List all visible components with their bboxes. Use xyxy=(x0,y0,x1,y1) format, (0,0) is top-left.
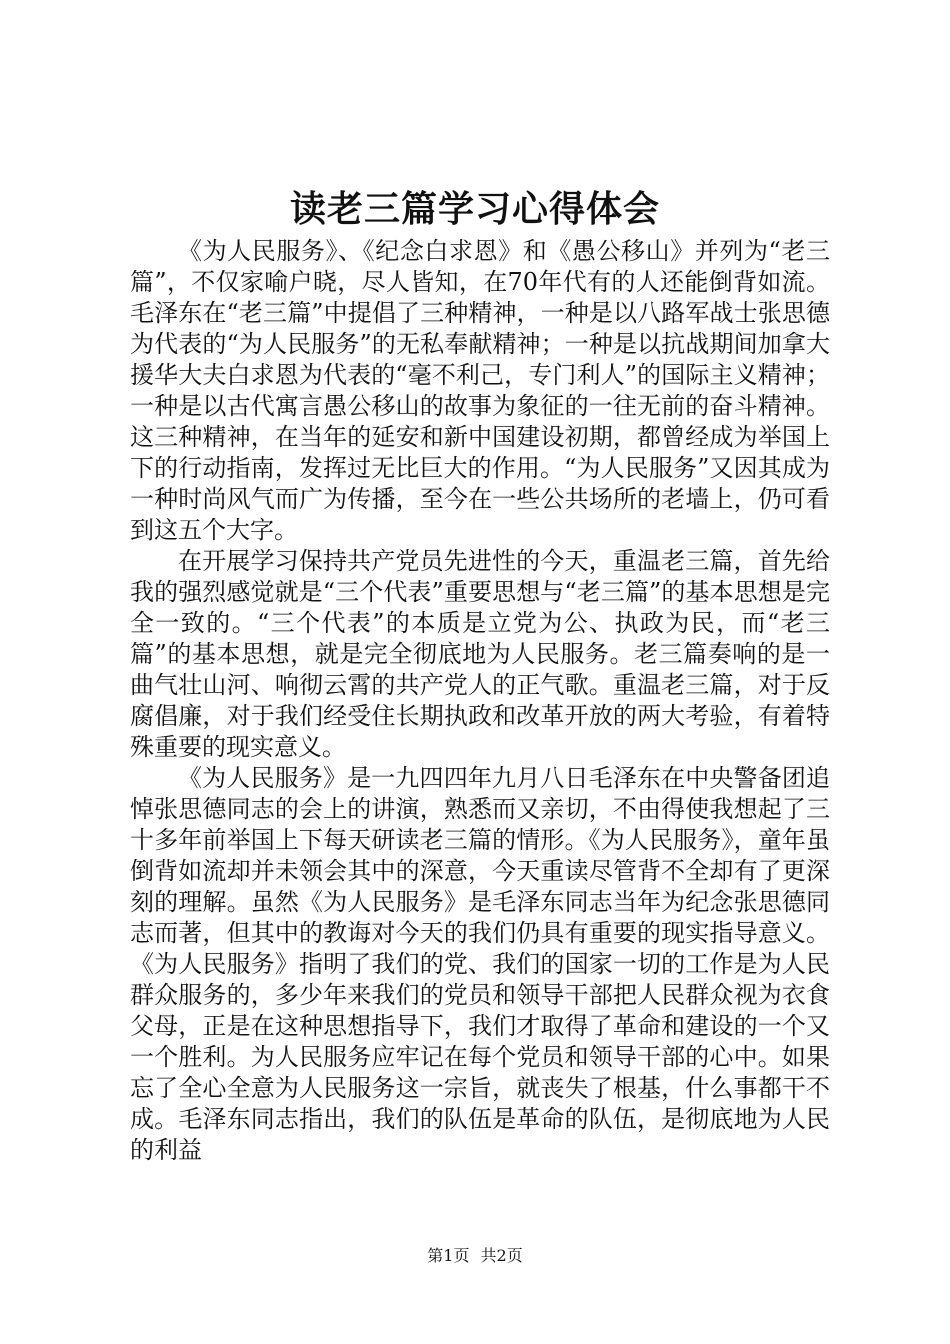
paragraph-3: 《为人民服务》是一九四四年九月八日毛泽东在中央警备团追悼张思德同志的会上的讲演，熟悉而又亲切，不由得使我想起了三十多年前举国上下每天研读老三篇的情形。《为人民服务》，童年虽倒背如流却并未领会其中的深意，今天重读尽管背不全却有了更深刻的理解。虽然《为人民服务》是毛泽东同志当年为纪念张思德同志而著，但其中的教诲对今天的我们仍具有重要的现实指导意义。《为人民服务》指明了我们的党、我们的国家一切的工作是为人民群众服务的，多少年来我们的党员和领导干部把人民群众视为衣食父母，正是在这种思想指导下，我们才取得了革命和建设的一个又一个胜利。为人民服务应牢记在每个党员和领导干部的心中。如果忘了全心全意为人民服务这一宗旨，就丧失了根基，什么事都干不成。毛泽东同志指出，我们的队伍是革命的队伍，是彻底地为人民的利益 xyxy=(130,764,830,1164)
page-footer xyxy=(0,1244,950,1268)
document-title: 读老三篇学习心得体会 xyxy=(289,188,660,230)
document-body xyxy=(130,236,830,1166)
page-number-current: 第1页 xyxy=(427,1246,470,1265)
paragraph-1: 《为人民服务》、《纪念白求恩》和《愚公移山》并列为“老三篇”，不仅家喻户晓，尽人皆知，在70年代有的人还能倒背如流。毛泽东在“老三篇”中提倡了三种精神，一种是以八路军战士张思德为代表的“为人民服务”的无私奉献精神；一种是以抗战期间加拿大援华大夫白求恩为代表的“毫不利己，专门利人”的国际主义精神；一种是以古代寓言愚公移山的故事为象征的一往无前的奋斗精神。这三种精神，在当年的延安和新中国建设初期，都曾经成为举国上下的行动指南，发挥过无比巨大的作用。“为人民服务”又因其成为一种时尚风气而广为传播，至今在一些公共场所的老墙上，仍可看到这五个大字。 xyxy=(130,237,830,544)
paragraph-2: 在开展学习保持共产党员先进性的今天，重温老三篇，首先给我的强烈感觉就是“三个代表”重要思想与“老三篇”的基本思想是完全一致的。“三个代表”的本质是立党为公、执政为民，而“老三篇”的基本思想，就是完全彻底地为人民服务。老三篇奏响的是一曲气壮山河、响彻云霄的共产党人的正气歌。重温老三篇，对于反腐倡廉，对于我们经受住长期执政和改革开放的两大考验，有着特殊重要的现实意义。 xyxy=(130,547,830,761)
page-number-total: 共2页 xyxy=(480,1246,523,1265)
